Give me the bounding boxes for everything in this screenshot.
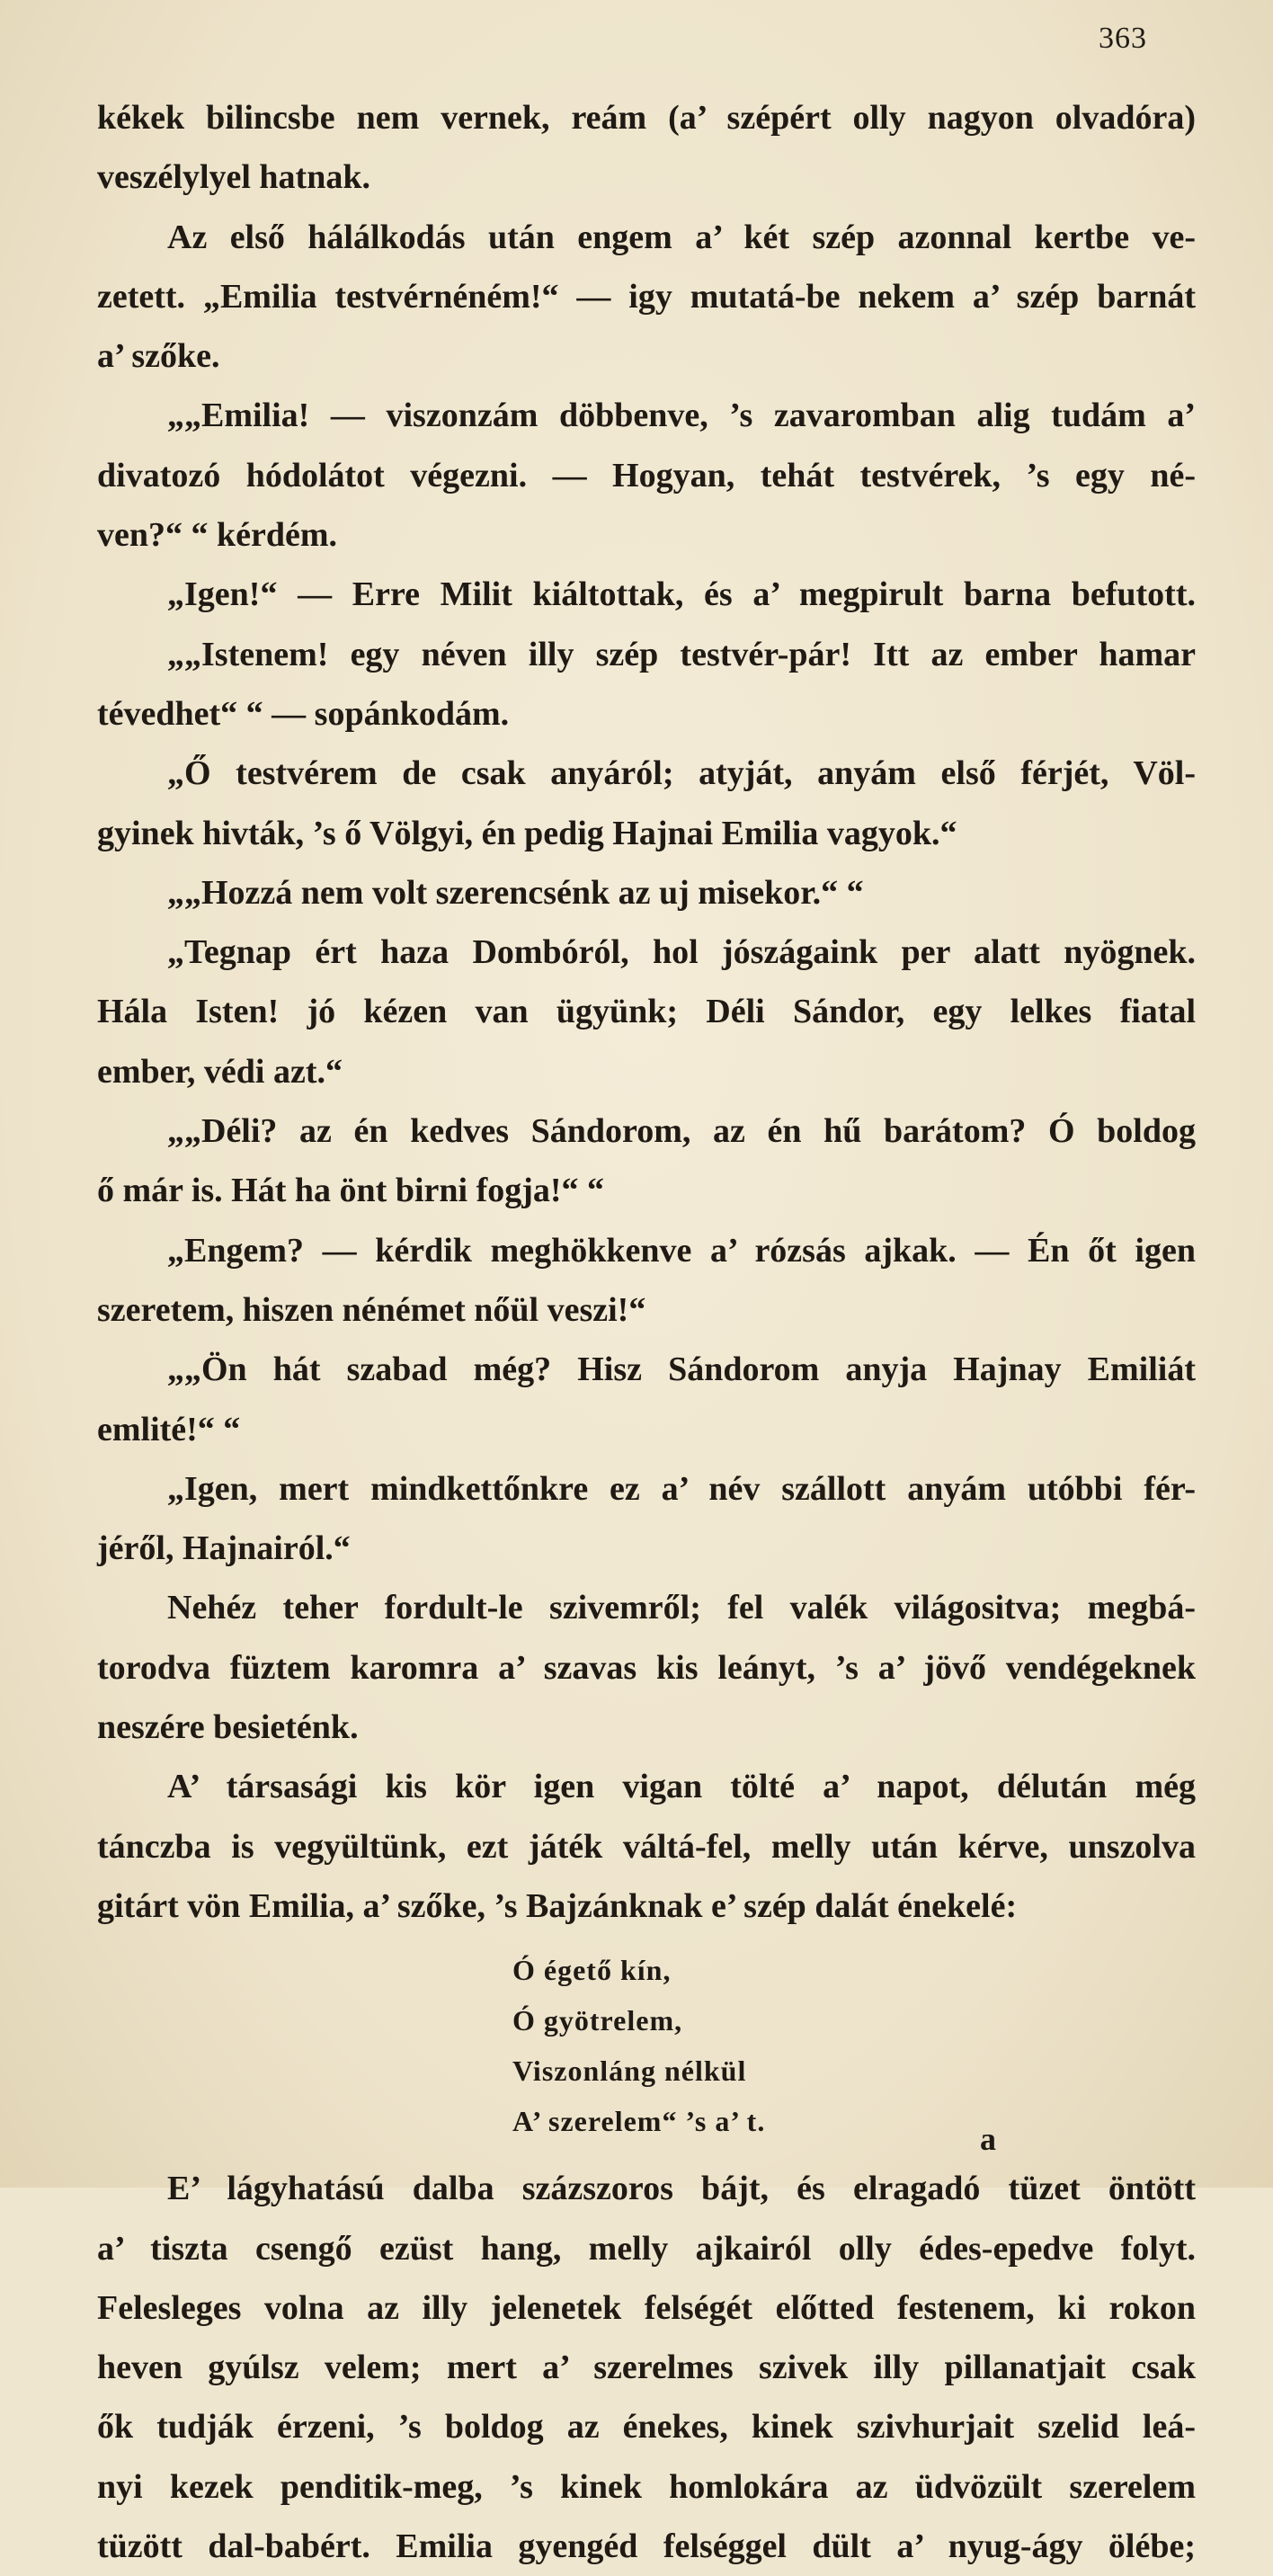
text-line: „Engem? — kérdik meghökkenve a’ rózsás ajkak. — Én őt igen bbox=[167, 1231, 1196, 1270]
poem-line: Ó gyötrelem, bbox=[512, 2004, 683, 2037]
text-line: „Ő testvérem de csak anyáról; atyját, anyám első férjét, Völ- bbox=[167, 754, 1196, 793]
text-line: A’ társasági kis kör igen vigan tölté a’ napot, délután még bbox=[167, 1768, 1196, 1806]
text-line: Felesleges volna az illy jelenetek felségét előtted festenem, ki rokon bbox=[97, 2288, 1196, 2327]
text-line: „„Ön hát szabad még? Hisz Sándorom anyja Hajnay Emiliát bbox=[167, 1350, 1196, 1389]
text-line: a’ tiszta csengő ezüst hang, melly ajkairól olly édes-epedve folyt. bbox=[97, 2229, 1196, 2268]
poem-line: Ó égető kín, bbox=[512, 1954, 672, 1987]
text-line: „Tegnap ért haza Dombóról, hol jószágaink per alatt nyögnek. bbox=[167, 933, 1196, 972]
text-line: „„Hozzá nem volt szerencsénk az uj misekor.“ “ bbox=[167, 873, 864, 912]
text-line: neszére besieténk. bbox=[97, 1708, 359, 1747]
text-line: gitárt vön Emilia, a’ szőke, ’s Bajzánknak e’ szép dalát énekelé: bbox=[97, 1886, 1018, 1925]
text-line: „„Istenem! egy néven illy szép testvér-pár! Itt az ember hamar bbox=[167, 635, 1196, 673]
text-line: ők tudják érzeni, ’s boldog az énekes, kinek szivhurjait szelid leá- bbox=[97, 2408, 1196, 2447]
text-line: heven gyúlsz velem; mert a’ szerelmes szivek illy pillanatjait csak bbox=[97, 2349, 1196, 2387]
text-line: emlité!“ “ bbox=[97, 1410, 241, 1448]
text-line: ven?“ “ kérdém. bbox=[97, 516, 338, 555]
text-line: szeretem, hiszen nénémet nőül veszi!“ bbox=[97, 1290, 646, 1329]
text-line: kékek bilincsbe nem vernek, reám (a’ szépért olly nagyon olvadóra) bbox=[97, 99, 1196, 137]
text-line: „„Déli? az én kedves Sándorom, az én hű barátom? Ó boldog bbox=[167, 1112, 1196, 1151]
text-line: Nehéz teher fordult-le szivemről; fel valék világositva; megbá- bbox=[167, 1589, 1196, 1627]
text-line: jéről, Hajnairól.“ bbox=[97, 1529, 351, 1568]
text-line: zetett. „Emilia testvérnéném!“ — igy mutatá-be nekem a’ szép barnát bbox=[97, 277, 1196, 316]
text-line: ő már is. Hát ha önt birni fogja!“ “ bbox=[97, 1172, 605, 1210]
text-line: a’ szőke. bbox=[97, 337, 220, 376]
text-line: nyi kezek penditik-meg, ’s kinek homlokára az üdvözült szerelem bbox=[97, 2467, 1196, 2506]
text-line: „Igen, mert mindkettőnkre ez a’ név szállott anyám utóbbi fér- bbox=[167, 1469, 1196, 1508]
text-line: tévedhet“ “ — sopánkodám. bbox=[97, 694, 510, 733]
text-line: divatozó hódolátot végezni. — Hogyan, tehát testvérek, ’s egy né- bbox=[97, 456, 1196, 495]
text-line: gyinek hivták, ’s ő Völgyi, én pedig Hajnai Emilia vagyok.“ bbox=[97, 814, 957, 852]
text-line: „Igen!“ — Erre Milit kiáltottak, és a’ megpirult barna befutott. bbox=[167, 575, 1196, 614]
poem-line: A’ szerelem“ ’s a’ t. bbox=[512, 2105, 766, 2138]
page-number: 363 bbox=[1099, 22, 1147, 55]
text-line: torodva füztem karomra a’ szavas kis leányt, ’s a’ jövő vendégeknek bbox=[97, 1648, 1196, 1687]
text-line: E’ lágyhatású dalba százszoros bájt, és elragadó tüzet öntött bbox=[167, 2170, 1196, 2208]
text-line: tánczba is vegyültünk, ezt játék váltá-fel, melly után kérve, unszolva bbox=[97, 1827, 1196, 1866]
text-line: Hála Isten! jó kézen van ügyünk; Déli Sándor, egy lelkes fiatal bbox=[97, 993, 1196, 1031]
body-text bbox=[97, 88, 1196, 2576]
text-line: ember, védi azt.“ bbox=[97, 1052, 343, 1091]
text-line: Az első hálálkodás után engem a’ két szép azonnal kertbe ve- bbox=[167, 218, 1196, 256]
text-line: veszélylyel hatnak. bbox=[97, 158, 370, 197]
catchword: a bbox=[980, 2121, 996, 2157]
text-line: tüzött dal-babért. Emilia gyengéd felséggel dült a’ nyug-ágy ölébe; bbox=[97, 2527, 1196, 2565]
poem-line: Viszonláng nélkül bbox=[512, 2055, 747, 2088]
text-line: „„Emilia! — viszonzám döbbenve, ’s zavaromban alig tudám a’ bbox=[167, 397, 1196, 435]
poem-stanza bbox=[97, 1945, 1196, 2146]
